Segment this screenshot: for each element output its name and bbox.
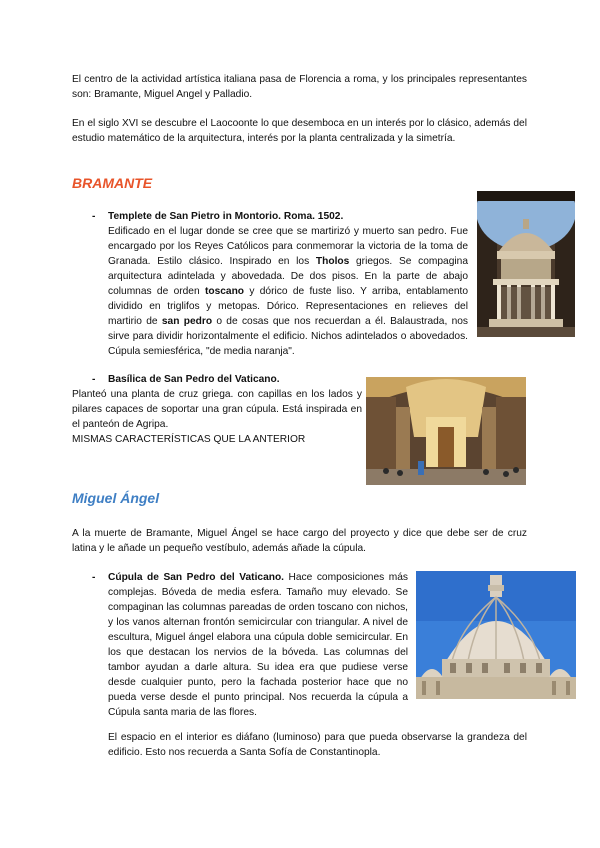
item-body-cupula-2: El espacio en el interior es diáfano (luminoso) para que pueda observarse la grandeza del edificio. Esto nos recuerda a Santa Sofía de Constantinopla. [108,732,527,758]
bullet-basilica: - [92,374,96,385]
intro-paragraph-1: El centro de la actividad artística italiana pasa de Florencia a roma, y los principales representantes son: Bramante, Miguel Angel y Palladio. [72,74,527,100]
bullet-templete: - [92,211,96,222]
templete-bold-tholos: Tholos [315,256,350,267]
item-body-basilica: Planteó una planta de cruz griega. con capillas en los lados y pilares capaces de soportar una gran cúpula. Está inspirada en el panteón de Agripa. [72,389,362,430]
intro-paragraph-2: En el siglo XVI se descubre el Laocoonte lo que desemboca en un interés por lo clásico, además del estudio matemático de la arquitectura, interés por la planta centralizada y la simetría. [72,118,527,144]
templete-bold-toscano: toscano [204,286,245,297]
basilica-illustration [366,377,526,485]
templete-text-2: griegos. Se compagina arquitectura adintelada y abovedada. De dos pisos. En la parte de abajo columnas de orden [108,256,468,297]
templete-bold-san-pedro: san pedro [161,316,213,327]
templete-text-4: o de cosas que nos recuerdan a él. Balaustrada, nos sirve para dividir horizontalmente el edificio. Nichos adintelados o abovedados. Cúpula semiesférica, "de media naranja". [108,316,468,357]
miguel-intro-paragraph: A la muerte de Bramante, Miguel Ángel se hace cargo del proyecto y dice que debe ser de cruz latina y le añade un pequeño vestíbulo, además añade la cúpula. [72,528,527,554]
item-title-cupula: Cúpula de San Pedro del Vaticano. [108,572,285,583]
templete-photo [477,191,575,337]
item-title-basilica: Basílica de San Pedro del Vaticano. [108,374,280,385]
item-title-templete: Templete de San Pietro in Montorio. Roma. 1502. [108,211,344,222]
basilica-interior-photo [366,377,526,485]
templete-text-1: Edificado en el lugar donde se cree que se martirizó y muerto san pedro. Fue encargado por los Reyes Católicos para conmemorar la victoria de la toma de Granada. Estilo clásico. Inspirado en los [108,226,468,267]
bullet-cupula: - [92,572,96,583]
section-heading-bramante: BRAMANTE [72,175,153,191]
item-note-basilica: MISMAS CARACTERÍSTICAS QUE LA ANTERIOR [72,434,306,445]
section-heading-miguel-angel: Miguel Ángel [72,490,160,506]
dome-photo [416,571,576,699]
cupula-text: Hace composiciones más complejas. Bóveda de media esfera. Tamaño muy elevado. Se compaginan las columnas pareadas de orden toscano con nichos, y los vanos alternan frontón semicircular con triangular. A nivel de escultura, Miguel ángel elabora una cúpula doble semicircular. En los que destacan los nervios de la bóveda. Las columnas del tambor ayudan a darle altura. Su idea era que pudiese verse desde cualquier punto, pero la fachada posterior hace que no pueda verse desde el punto principal. Nos recuerda la cúpula a Cúpula santa maria de las flores. [108,572,408,718]
dome-illustration [416,571,576,699]
item-body-templete [108,224,468,359]
item-body-cupula [108,570,408,720]
templete-illustration [477,191,575,337]
templete-text-3: y dórico de fuste liso. Y arriba, entablamento dividido en triglifos y metopas. Dórico. Representaciones en relieves del martirio de [108,286,468,327]
